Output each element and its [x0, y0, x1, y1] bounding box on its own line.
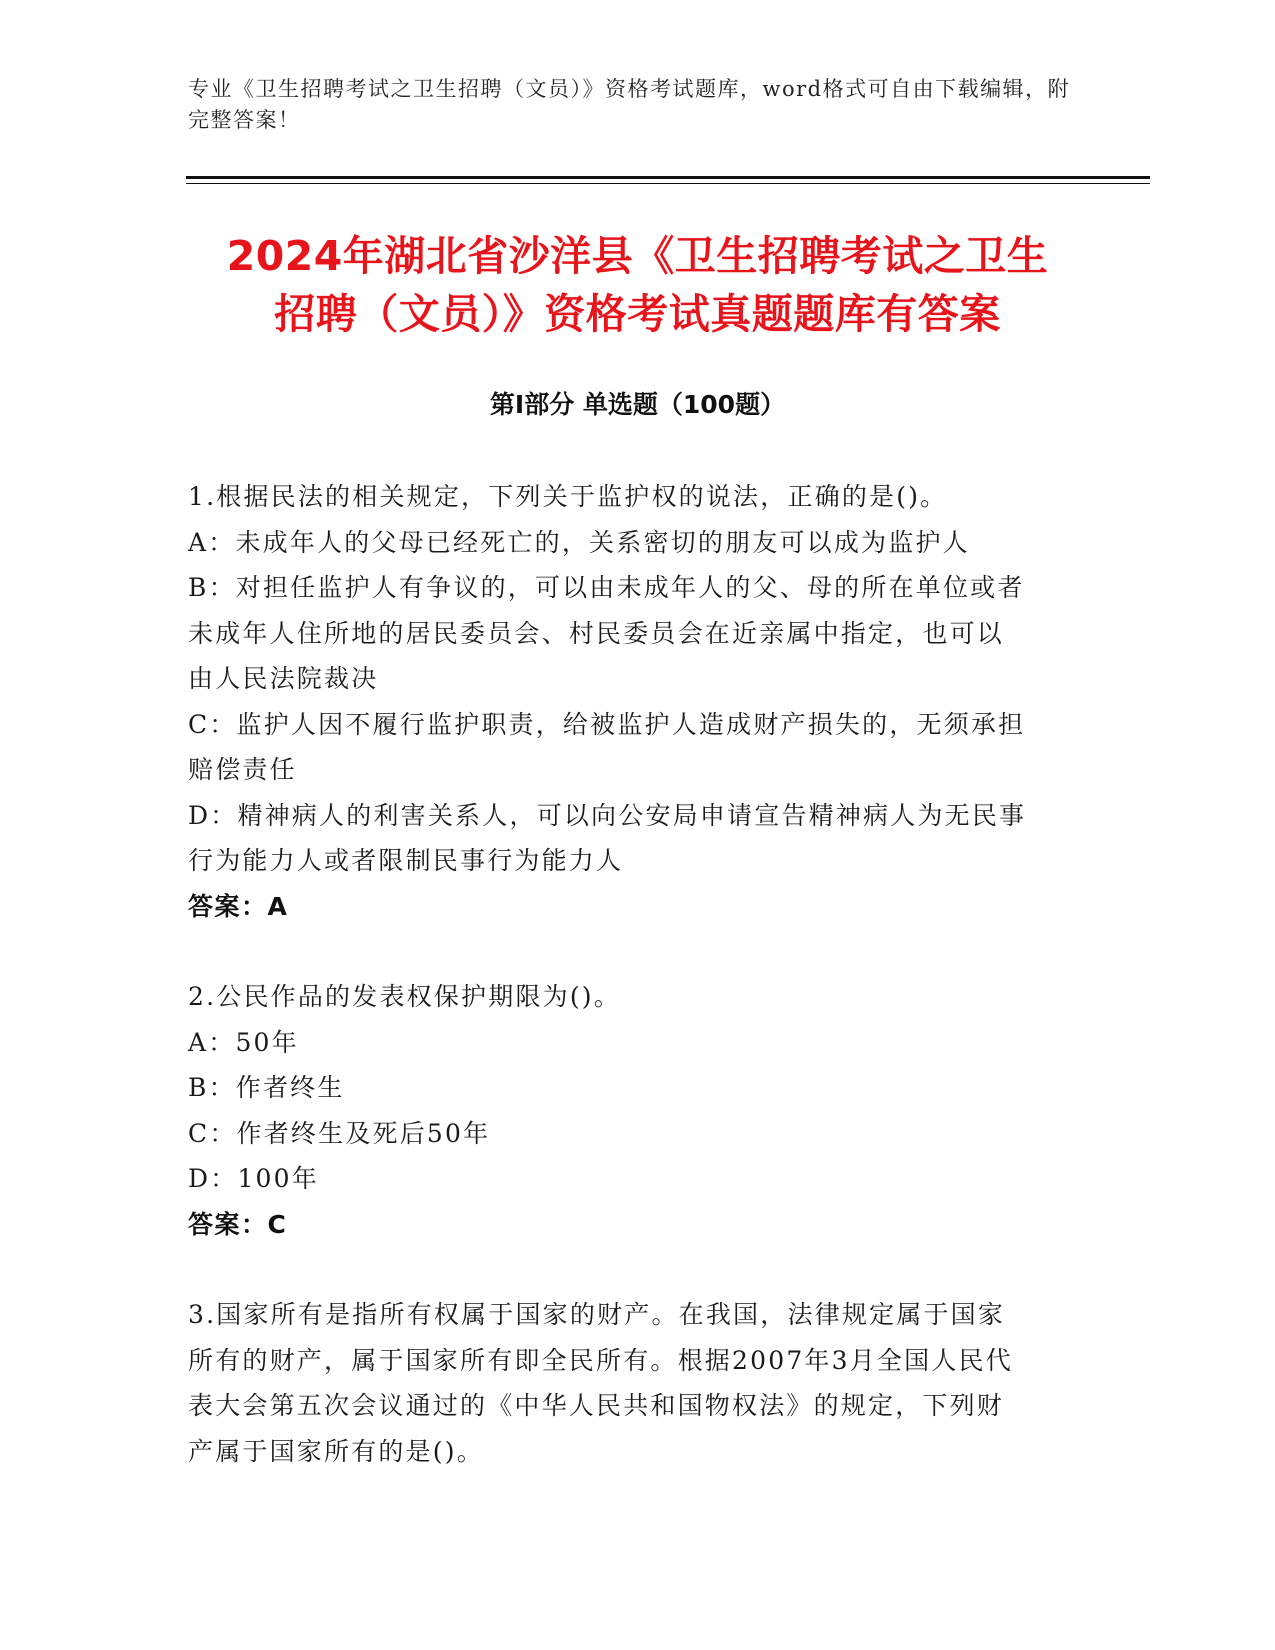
question-1-option-c: C：监护人因不履行监护职责，给被监护人造成财产损失的，无须承担 [188, 709, 1026, 739]
section-heading: 第Ⅰ部分 单选题（100题） [489, 390, 786, 419]
question-1-option-c-cont: 赔偿责任 [188, 755, 297, 784]
question-1-answer: 答案：A [188, 891, 289, 921]
question-1-option-b-cont: 未成年人住所地的居民委员会、村民委员会在近亲属中指定，也可以 [188, 618, 1005, 648]
question-3-stem-cont: 表大会第五次会议通过的《中华人民共和国物权法》的规定，下列财 [188, 1391, 1005, 1420]
question-list [188, 474, 1068, 1519]
question-2-option-a: A：50年 [188, 1027, 299, 1057]
question-1-option-b: B：对担任监护人有争议的，可以由未成年人的父、母的所在单位或者 [188, 573, 1025, 602]
question-3 [188, 1292, 1068, 1474]
question-2 [188, 974, 1068, 1247]
question-2-option-b: B：作者终生 [188, 1073, 345, 1102]
question-3-stem: 3.国家所有是指所有权属于国家的财产。在我国，法律规定属于国家 [188, 1300, 1006, 1329]
header-rule-thick [186, 176, 1150, 179]
document-title-line-2: 招聘（文员）》资格考试真题题库有答案 [274, 290, 1001, 338]
document-title-line-1: 2024年湖北省沙洋县《卫生招聘考试之卫生 [226, 232, 1049, 280]
question-3-stem-cont: 产属于国家所有的是()。 [188, 1436, 484, 1466]
question-2-stem: 2.公民作品的发表权保护期限为()。 [188, 982, 621, 1011]
question-1 [188, 474, 1068, 929]
question-2-option-c: C：作者终生及死后50年 [188, 1118, 491, 1148]
question-1-option-d: D：精神病人的利害关系人，可以向公安局申请宣告精神病人为无民事 [188, 800, 1027, 830]
question-1-option-b-cont: 由人民法院裁决 [188, 664, 379, 693]
question-2-answer: 答案：C [188, 1209, 288, 1239]
question-3-stem-cont: 所有的财产，属于国家所有即全民所有。根据2007年3月全国人民代 [188, 1345, 1013, 1375]
question-1-option-d-cont: 行为能力人或者限制民事行为能力人 [188, 846, 624, 875]
question-1-stem: 1.根据民法的相关规定，下列关于监护权的说法，正确的是()。 [188, 482, 948, 511]
question-1-option-a: A：未成年人的父母已经死亡的，关系密切的朋友可以成为监护人 [188, 527, 970, 557]
question-2-option-d: D：100年 [188, 1164, 319, 1193]
document-title [140, 227, 1135, 343]
header-rule-thin [186, 183, 1150, 184]
header-note: 专业《卫生招聘考试之卫生招聘（文员）》资格考试题库，word格式可自由下载编辑，附完整答案！ [188, 77, 1071, 132]
